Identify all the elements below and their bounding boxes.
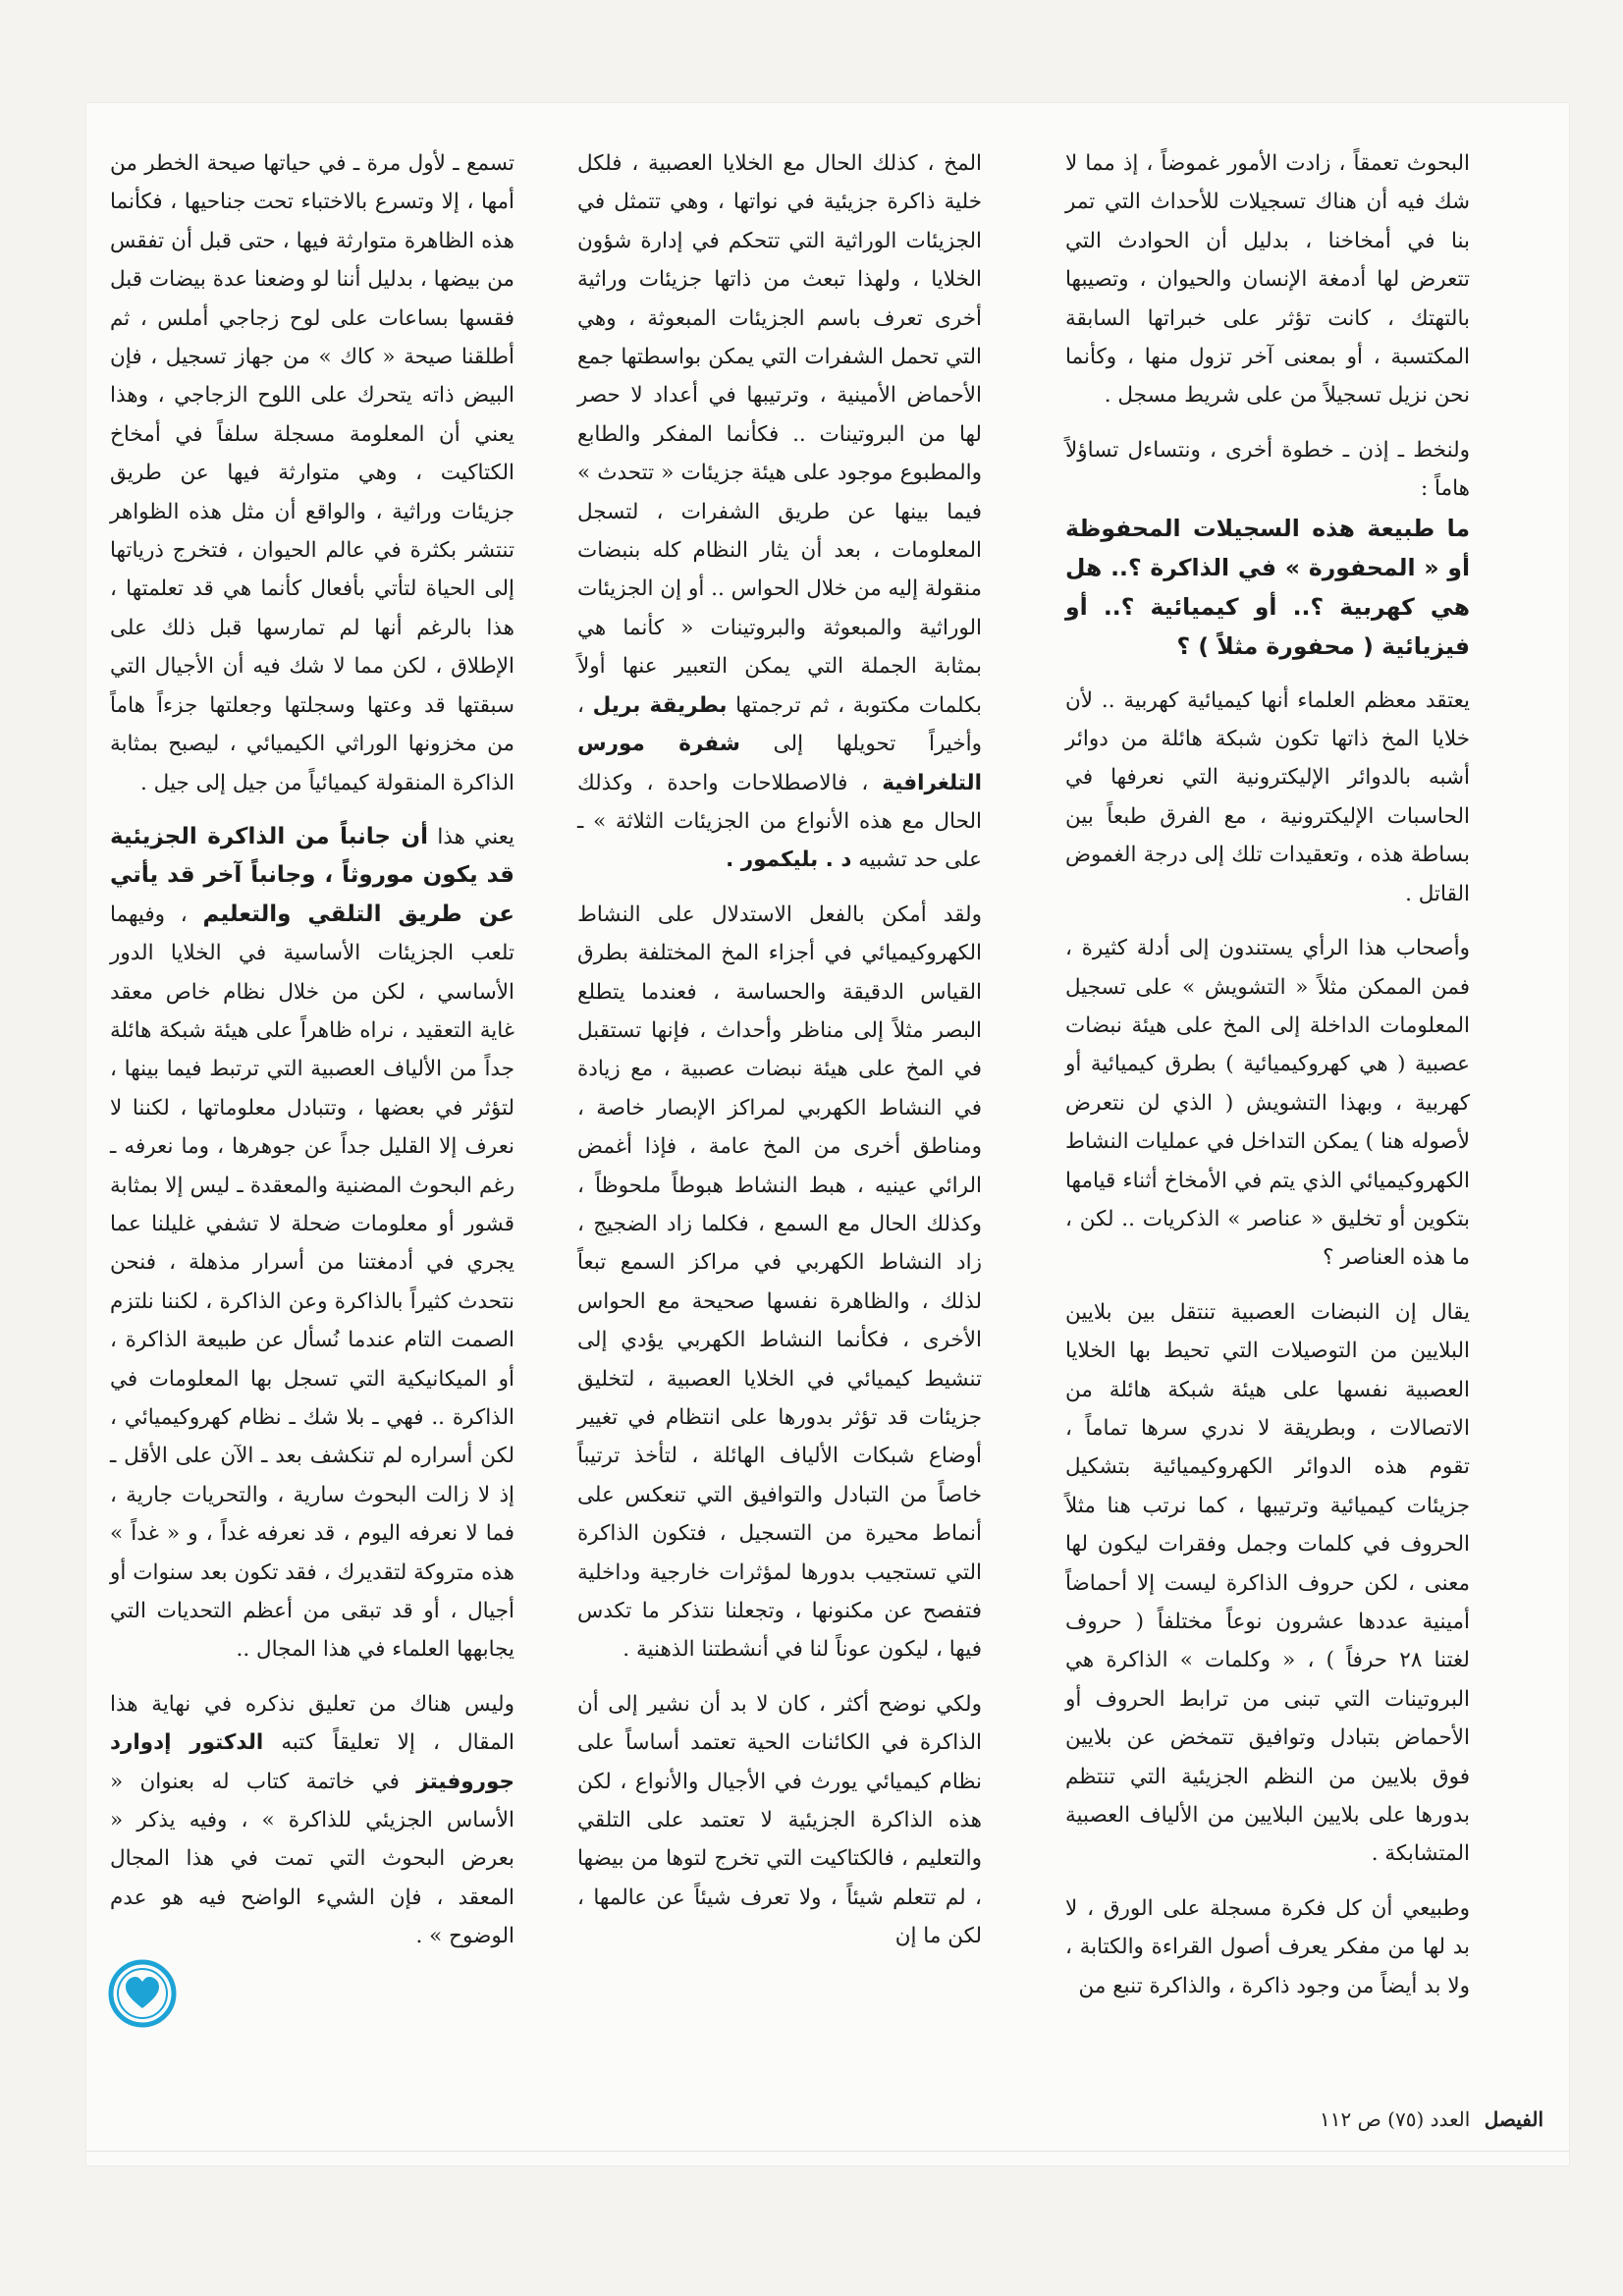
paragraph: ولكي نوضح أكثر ، كان لا بد أن نشير إلى أن الذاكرة في الكائنات الحية تعتمد أساساً على نظام كيميائي يورث في الأجيال والأنواع ، لكن هذه الذاكرة الجزيئية لا تعتمد على التلقي والتعليم ، فالكتاكيت التي تخرج لتوها من بيضها ، لم تتعلم شيئاً ، ولا تعرف شيئاً عن عالمها ، لكن ما إن: [577, 1691, 982, 1949]
footer-divider: [86, 2151, 1569, 2152]
bold-phrase: شفرة مورس التلغرافية: [577, 732, 982, 795]
heart-logo-icon: [108, 1959, 177, 2028]
article-column-right: [1065, 144, 1470, 2021]
bold-phrase: بطريقة بريل: [592, 692, 728, 718]
paragraph-text: وليس هناك من تعليق نذكره في نهاية هذا المقال ، إلا تعليقاً كتبه: [110, 1691, 515, 1756]
paragraph-text: يعني هذا: [437, 824, 515, 849]
bold-phrase: د . بليكمور .: [726, 847, 852, 873]
page-footer: [1320, 2107, 1543, 2131]
paragraph-text: ولنخط ـ إذن ـ خطوة أخرى ، ونتساءل تساؤلاً هاماً :: [1065, 437, 1470, 502]
paragraph-text: في خاتمة كتاب له بعنوان « الأساس الجزيئي للذاكرة » ، وفيه يذكر « بعرض البحوث التي تمت في هذا المجال المعقد ، فإن الشيء الواضح فيه هو عدم الوضوح » .: [110, 1769, 514, 1949]
paragraph-text: ، وفيهما تلعب الجزيئات الأساسية في الخلايا الدور الأساسي ، لكن من خلال نظام خاص معقد غاية التعقيد ، نراه ظاهراً على هيئة شبكة هائلة جداً من الألياف العصبية التي ترتبط فيما بينها ، لتؤثر في بعضها ، وتتبادل معلوماتها ، لكننا لا نعرف إلا القليل جداً عن جوهرها ، وما نعرفه ـ رغم البحوث المضنية والمعقدة ـ ليس إلا بمثابة قشور أو معلومات ضحلة لا تشفي غليلنا عما يجري في أدمغتنا من أسرار مذهلة ، فنحن نتحدث كثيراً بالذاكرة وعن الذاكرة ، لكننا نلتزم الصمت التام عندما نُسأل عن طبيعة الذاكرة ، أو الميكانيكية التي تسجل بها المعلومات في الذاكرة .. فهي ـ بلا شك ـ نظام كهروكيميائي ، لكن أسراره لم تنكشف بعد ـ الآن على الأقل ـ إذ لا زالت البحوث سارية ، والتحريات جارية ، فما لا نعرفه اليوم ، قد نعرفه غداً ، و « غداً » هذه متروكة لتقديرك ، فقد تكون بعد سنوات أو أجيال ، أو قد تبقى من أعظم التحديات التي يجابهها العلماء في هذا المجال ..: [110, 902, 514, 1663]
paragraph: [110, 1685, 514, 1956]
paragraph: يعتقد معظم العلماء أنها كيميائية كهربية .. لأن خلايا المخ ذاتها تكون شبكة هائلة من دوائر أشبه بالدوائر الإليكترونية التي نعرفها في الحاسبات الإليكترونية ، مع الفرق طبعاً بين بساطة هذه ، وتعقيدات تلك إلى درجة الغموض القاتل .: [1065, 687, 1470, 906]
paragraph: يقال إن النبضات العصبية تنتقل بين بلايين البلايين من التوصيلات التي تحيط بها الخلايا العصبية نفسها على هيئة شبكة هائلة من الاتصالات ، وبطريقة لا ندري سرها تماماً ، تقوم هذه الدوائر الكهروكيميائية بتشكيل جزيئات كيميائية وترتيبها ، كما نرتب هنا مثلاً الحروف في كلمات وجمل وفقرات ليكون لها معنى ، لكن حروف الذاكرة ليست إلا أحماضاً أمينية عددها عشرون نوعاً مختلفاً ( حروف لغتنا ٢٨ حرفاً ) ، « وكلمات » الذاكرة هي البروتينات التي تبنى من ترابط الحروف أو الأحماض بتبادل وتوافيق تتمخض عن بلايين فوق بلايين من النظم الجزيئية التي تنتظم بدورها على بلايين البلايين من الألياف العصبية المتشابكة .: [1065, 1299, 1470, 1867]
bold-phrase: أن جانباً من الذاكرة الجزيئية قد يكون موروثاً ، وجانباً آخر قد يأتي عن طريق التلقي والتعليم: [110, 823, 514, 927]
article-column-middle: [577, 144, 982, 1972]
paragraph: [577, 144, 982, 880]
paragraph: [1065, 431, 1470, 509]
paragraph: ولقد أمكن بالفعل الاستدلال على النشاط الكهروكيميائي في أجزاء المخ المختلفة بطرق القياس الدقيقة والحساسة ، فعندما يتطلع البصر مثلاً إلى مناظر وأحداث ، فإنها تستقبل في المخ على هيئة نبضات عصبية ، مع زيادة في النشاط الكهربي لمراكز الإبصار خاصة ، ومناطق أخرى من المخ عامة ، فإذا أغمض الرائي عينيه ، هبط النشاط هبوطاً ملحوظاً ، وكذلك الحال مع السمع ، فكلما زاد الضجيج ، زاد النشاط الكهربي في مراكز السمع تبعاً لذلك ، والظاهرة نفسها صحيحة مع الحواس الأخرى ، فكأنما النشاط الكهربي يؤدي إلى تنشيط كيميائي في الخلايا العصبية ، لتخليق جزيئات قد تؤثر بدورها على انتظام في تغيير أوضاع شبكات الألياف الهائلة ، لتأخذ ترتيباً خاصاً من التبادل والتوافيق التي تنعكس على أنماط محيرة من التسجيل ، فتكون الذاكرة التي تستجيب بدورها لمؤثرات خارجية وداخلية فتفصح عن مكنونها ، وتجعلنا نتذكر ما تكدس فيها ، ليكون عوناً لنا في أنشطتنا الذهنية .: [577, 902, 982, 1663]
paragraph: تسمع ـ لأول مرة ـ في حياتها صيحة الخطر من أمها ، إلا وتسرع بالاختباء تحت جناحيها ، فكأنما هذه الظاهرة متوارثة فيها ، حتى قبل أن تفقس من بيضها ، بدليل أننا لو وضعنا عدة بيضات قبل فقسها بساعات على لوح زجاجي أملس ، ثم أطلقنا صيحة « كاك » من جهاز تسجيل ، فإن البيض ذاته يتحرك على اللوح الزجاجي ، وهذا يعني أن المعلومة مسجلة سلفاً في أمخاخ الكتاكيت ، وهي متوارثة فيها عن طريق جزيئات وراثية ، والواقع أن مثل هذه الظواهر تنتشر بكثرة في عالم الحيوان ، فتخرج ذرياتها إلى الحياة لتأتي بأفعال كأنما هي قد تعلمتها ، هذا بالرغم أنها لم تمارسها قبل ذلك على الإطلاق ، لكن مما لا شك فيه أن الأجيال التي سبقتها قد وعتها وسجلتها وجعلتها جزءاً هاماً من مخزونها الوراثي الكيميائي ، ليصبح بمثابة الذاكرة المنقولة كيميائياً من جيل إلى جيل .: [110, 151, 514, 795]
highlight-question: ما طبيعة هذه السجيلات المحفوظة أو « المحفورة » في الذاكرة ؟.. هل هي كهربية ؟.. أو كيميائية ؟.. أو فيزيائية ( محفورة مثلاً ) ؟: [1065, 514, 1470, 660]
magazine-page: [86, 103, 1569, 2165]
paragraph: وأصحاب هذا الرأي يستندون إلى أدلة كثيرة ، فمن الممكن مثلاً « التشويش » على تسجيل المعلومات الداخلة إلى المخ على هيئة نبضات عصبية ( هي كهروكيميائية ) بطرق كيميائية أو كهربية ، وبهذا التشويش ( الذي لن نتعرض لأصوله هنا ) يمكن التداخل في عمليات النشاط الكهروكيميائي الذي يتم في الأمخاخ أثناء قيامها بتكوين أو تخليق « عناصر » الذكريات .. لكن ، ما هذه العناصر ؟: [1065, 936, 1470, 1271]
paragraph-text: ، فالاصطلاحات واحدة ، وكذلك الحال مع هذه الأنواع من الجزيئات الثلاثة » ـ على حد تشبيه: [577, 770, 982, 873]
bold-phrase: الدكتور إدوارد جوروفيتز: [110, 1730, 514, 1794]
paragraph-text: ، وأخيراً تحويلها إلى: [577, 692, 982, 757]
paragraph: [110, 818, 514, 1669]
issue-page-number: العدد (٧٥) ص ١١٢: [1320, 2107, 1471, 2131]
paragraph-text: المخ ، كذلك الحال مع الخلايا العصبية ، فلكل خلية ذاكرة جزيئية في نواتها ، وهي تتمثل في الجزيئات الوراثية التي تتحكم في إدارة شؤون الخلايا ، ولهذا تبعث من ذاتها جزيئات وراثية أخرى تعرف باسم الجزيئات المبعوثة ، وهي التي تحمل الشفرات التي يمكن بواسطتها جمع الأحماض الأمينية ، وترتيبها في أعداد لا حصر لها من البروتينات .. فكأنما المفكر والطابع والمطبوع موجود على هيئة جزيئات « تتحدث » فيما بينها عن طريق الشفرات ، لتسجل المعلومات ، بعد أن يثار النظام كله بنبضات منقولة إليه من خلال الحواس .. أو إن الجزيئات الوراثية والمبعوثة والبروتينات « كأنما هي بمثابة الجملة التي يمكن التعبير عنها أولاً بكلمات مكتوبة ، ثم ترجمتها: [577, 151, 982, 718]
paragraph: البحوث تعمقاً ، زادت الأمور غموضاً ، إذ مما لا شك فيه أن هناك تسجيلات للأحداث التي تمر بنا في أمخاخنا ، بدليل أن الحوادث التي تتعرض لها أدمغة الإنسان والحيوان ، وتصيبها بالتهتك ، كانت تؤثر على خبراتها السابقة المكتسبة ، أو بمعنى آخر تزول منها ، وكأنما نحن نزيل تسجيلاً من على شريط مسجل .: [1065, 151, 1470, 409]
article-column-left: [110, 144, 514, 1972]
magazine-name: الفيصل: [1484, 2107, 1543, 2131]
paragraph: وطبيعي أن كل فكرة مسجلة على الورق ، لا بد لها من مفكر يعرف أصول القراءة والكتابة ، ولا بد أيضاً من وجود ذاكرة ، والذاكرة تنبع من: [1065, 1895, 1470, 1998]
paragraph: [1065, 509, 1470, 666]
